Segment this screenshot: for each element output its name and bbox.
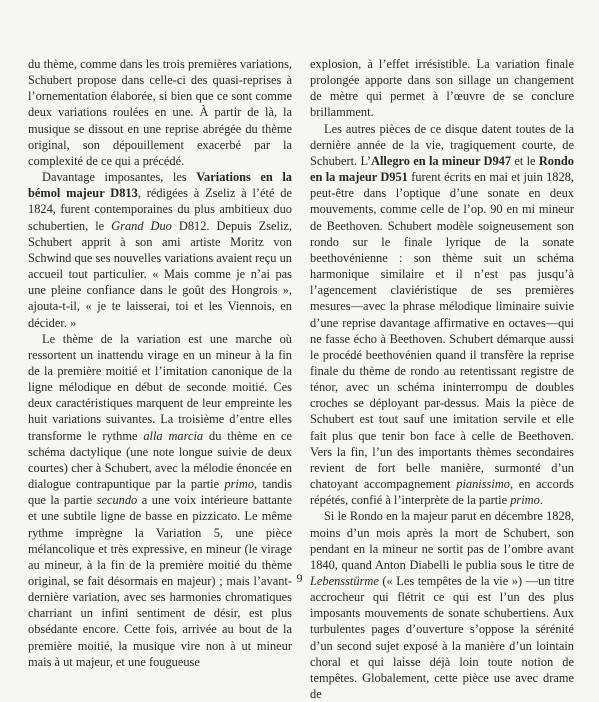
italic-term: primo bbox=[224, 477, 255, 492]
italic-term: alla marcia bbox=[143, 428, 204, 443]
italic-term: pianissimo bbox=[456, 477, 510, 492]
paragraph-theme-march bbox=[28, 331, 292, 670]
italic-term: secundo bbox=[96, 493, 138, 508]
paragraph-final-variation bbox=[310, 56, 574, 121]
paragraph-text: , tandis que la partie bbox=[28, 477, 292, 508]
paragraph-text: du thème, comme dans les trois premières variations, Schubert propose dans celle-ci des quasi-reprises à l’ornementation élaborée, si bien que ce sont comme deux variations roulées en une. À partir de là, la musique se dissout en une reprise abrégée du thème original, son dépouillement exacerbé par la complexité de ce qui a précédé. bbox=[28, 57, 292, 168]
paragraph-text: , rédigées à Zseliz à l’été de 1824, furent contemporaines du plus ambitieux duo schubertien, le bbox=[28, 186, 292, 233]
paragraph-text: Si le Rondo en la majeur parut en décembre 1828, moins d’un mois après la mort de Schubert, son pendant en la mineur ne sortit pas de l’ombre avant 1840, quand Anton Diabelli le publia sous le titre de bbox=[310, 509, 574, 572]
paragraph-text: a une voix intérieure battante et une subtile ligne de basse en pizzicato. Le même rythme imprègne la Variation 5, une pièce mélancolique et très expressive, en mineur (le virage au mineur, à la fin de la première moitié du thème original, se fait désormais en majeur) ; mais l’avant-dernière variation, avec ses harmonies chromatiques charriant un infini sentiment de désir, est plus obsédante encore. Cette fois, arrivée au bout de la première moitié, la musique vire non à ut mineur mais à ut majeur, et une fougueuse bbox=[28, 493, 293, 669]
paragraph-variation-intro bbox=[28, 56, 292, 169]
work-title-d813: Variations en la bémol majeur D813 bbox=[28, 170, 292, 201]
paragraph-text: . bbox=[539, 493, 543, 508]
paragraph-text: et le bbox=[511, 153, 539, 168]
paragraph-text: (« Les tempêtes de la vie ») —un titre accrocheur qui flétrit ce qui est l’un des plus imposants mouvements de sonate schubertiens. Aux turbulentes pages d’ouverture s’oppose la sérénité d’un second sujet exposé à la manière d’un lointain choral et qui laisse déjà loin toute notion de tempêtes. Globalement, cette pièce use avec drame de bbox=[310, 574, 574, 702]
paragraph-text: Le thème de la variation est une marche où ressortent un inattendu virage en un mineur à la fin de la première moitié et l’imitation canonique de la ligne mélodique en début de seconde moitié. Ces deux caractéristiques marquent de leur empreinte les huit variations suivantes. La troisième d’entre elles transforme le rythme bbox=[28, 331, 292, 443]
paragraph-publication bbox=[310, 508, 574, 702]
work-title-d951: Rondo en la majeur D951 bbox=[310, 153, 574, 185]
page-number: 9 bbox=[296, 571, 303, 585]
paragraph-variations-d813 bbox=[28, 169, 292, 331]
paragraph-text: furent écrits en mai et juin 1828, peut-être dans l’optique d’une sonate en deux mouvements, comme celle de l’op. 90 en mi mineur de Beethoven. Schubert modèle soigneusement son rondo sur le finale lyrique de la sonate beethovénienne : son thème suit un schéma harmonique similaire et il n’est pas jusqu’à l’agencement claviéristique de ses premières mesures—avec la phrase mélodique liminaire suivie d’une reprise davantage affirmative en octaves—qui ne fasse écho à Beethoven. Schubert démarque aussi le procédé beethovénien quand il transfère la reprise finale du thème de rondo au retentissant registre de ténor, avec un schéma ininterrompu de doubles croches se déployant par-dessus. Mais la pièce de Schubert est tout sauf une imitation servile et elle fait plus que tenir bon face à celle de Beethoven. Vers la fin, l’un des importants thèmes secondaires revient de fort belle manière, surmonté d’un chatoyant accompagnement bbox=[310, 170, 574, 492]
paragraph-allegro-rondo bbox=[310, 121, 574, 509]
work-title-lebensstuerme: Lebensstürme bbox=[310, 574, 379, 588]
paragraph-text: D812. Depuis Zseliz, Schubert apprit à son ami artiste Moritz von Schwind que ses nouvelles variations avaient reçu un accueil tout particulier. « Mais comme je n’ai pas une pleine confiance dans le goût des Hongrois », ajouta-t-il, « je te laisserai, toi et les Viennois, en décider. » bbox=[28, 218, 292, 330]
paragraph-text: , en accords répétés, confié à l’interprète de la partie bbox=[310, 477, 574, 508]
work-title-d947: Allegro en la mineur D947 bbox=[371, 153, 512, 168]
paragraph-text: Davantage imposantes, les bbox=[42, 170, 197, 185]
paragraph-text: Les autres pièces de ce disque datent toutes de la dernière année de la vie, tragiquement courte, de Schubert. L’ bbox=[310, 121, 574, 168]
right-column bbox=[310, 56, 574, 702]
work-title-grand-duo: Grand Duo bbox=[111, 218, 172, 233]
paragraph-text: explosion, à l’effet irrésistible. La variation finale prolongée apporte dans son sillage un changement de mètre qui permet à l’œuvre de se conclure brillamment. bbox=[310, 57, 574, 120]
paragraph-text: du thème en ce schéma dactylique (une note longue suivie de deux courtes) cher à Schubert, avec la mélodie énoncée en dialogue contrapuntique par la partie bbox=[28, 428, 292, 492]
italic-term: primo bbox=[510, 493, 540, 508]
